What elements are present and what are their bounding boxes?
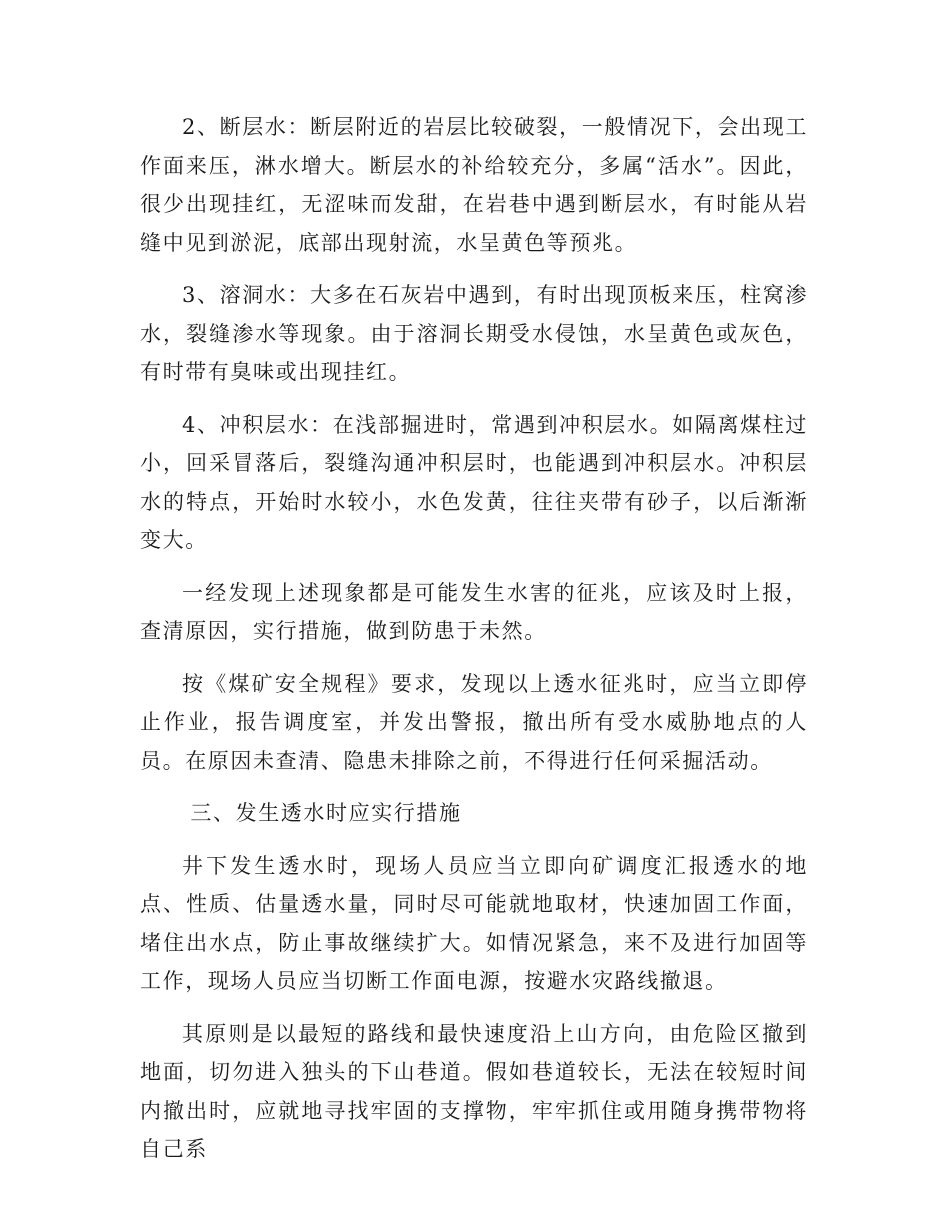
paragraph-karst-water: 3、溶洞水：大多在石灰岩中遇到，有时出现顶板来压，柱窝渗水，裂缝渗水等现象。由于溶洞长期受水侵蚀，水呈黄色或灰色，有时带有臭味或出现挂红。	[140, 283, 808, 384]
paragraph-safety-regulation: 按《煤矿安全规程》要求，发现以上透水征兆时，应当立即停止作业，报告调度室，并发出警报，撤出所有受水威胁地点的人员。在原因未查清、隐患未排除之前，不得进行任何采掘活动。	[140, 671, 808, 773]
paragraph-flood-response: 井下发生透水时，现场人员应当立即向矿调度汇报透水的地点、性质、估量透水量，同时尽可能就地取材，快速加固工作面，堵住出水点，防止事故继续扩大。如情况紧急，来不及进行加固等工作，现场人员应当切断工作面电源，按避水灾路线撤退。	[140, 853, 808, 993]
section-heading-measures: 三、发生透水时应实行措施	[190, 801, 462, 825]
paragraph-alluvial-water: 4、冲积层水：在浅部掘进时，常遇到冲积层水。如隔离煤柱过小，回采冒落后，裂缝沟通冲积层时，也能遇到冲积层水。冲积层水的特点，开始时水较小，水色发黄，往往夹带有砂子，以后渐渐变大。	[140, 412, 808, 552]
paragraph-fault-water: 2、断层水：断层附近的岩层比较破裂，一般情况下，会出现工作面来压，淋水增大。断层水的补给较充分，多属“活水”。因此，很少出现挂红，无涩味而发甜，在岩巷中遇到断层水，有时能从岩缝中见到淤泥，底部出现射流，水呈黄色等预兆。	[140, 115, 808, 255]
document-body	[140, 108, 808, 1183]
paragraph-evacuation-principle: 其原则是以最短的路线和最快速度沿上山方向，由危险区撤到地面，切勿进入独头的下山巷道。假如巷道较长，无法在较短时间内撤出时，应就地寻找牢固的支撑物，牢牢抓住或用随身携带物将自己系	[140, 1021, 808, 1161]
paragraph-warning-report: 一经发现上述现象都是可能发生水害的征兆，应该及时上报，查清原因，实行措施，做到防患于未然。	[140, 580, 808, 643]
